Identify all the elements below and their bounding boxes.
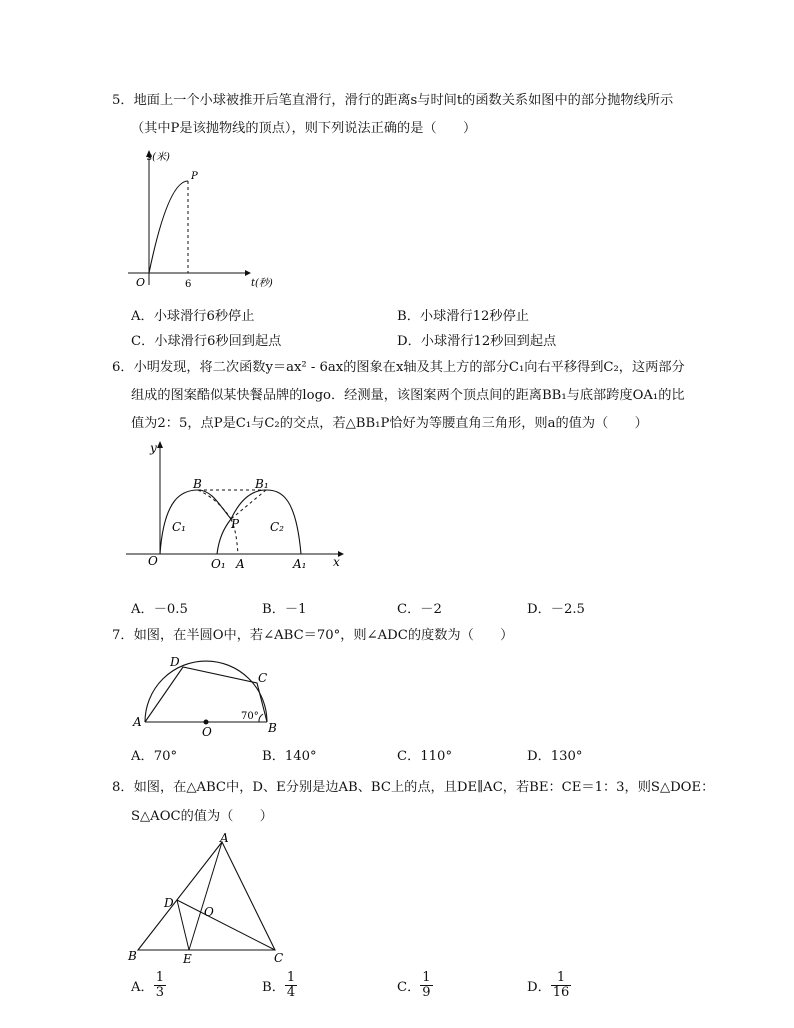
q7-option-c[interactable]: C．110° — [397, 749, 453, 764]
q7-stem-line1: 7．如图，在半圆O中，若∠ABC＝70°，则∠ADC的度数为（ ） — [112, 628, 514, 643]
q6-y-arrow — [157, 441, 163, 448]
q8-option-c-fraction — [420, 971, 432, 1000]
q7-label-d: D — [170, 655, 180, 669]
q5-option-c[interactable]: C．小球滑行6秒回到起点 — [131, 334, 282, 349]
q8-option-b-label: B． — [262, 980, 285, 995]
q6-segment-b1p — [231, 490, 266, 519]
q8-option-d-label: D． — [527, 980, 551, 995]
q6-figure — [120, 438, 360, 578]
q7-angle-label: 70° — [241, 711, 259, 722]
q8-option-d[interactable] — [527, 971, 571, 1000]
q6-label-a: A — [236, 557, 245, 571]
q8-option-b-fraction — [285, 971, 297, 1000]
q8-label-e: E — [183, 952, 192, 966]
q7-center-dot — [204, 720, 209, 725]
q8-option-c-num: 1 — [422, 970, 431, 985]
q5-vertex-label: P — [191, 171, 198, 182]
q5-tick-label: 6 — [185, 279, 192, 290]
q8-label-c: C — [274, 951, 284, 965]
q8-label-b: B — [128, 949, 137, 963]
q8-option-b-den: 4 — [286, 985, 296, 1000]
q8-option-c-label: C． — [397, 980, 421, 995]
q6-stem-line1: 6．小明发现，将二次函数y＝ax² - 6ax的图象在x轴及其上方的部分C₁向右平移得到C₂，这两部分 — [112, 360, 685, 375]
q5-x-label: t(秒) — [251, 278, 273, 289]
q8-triangle-abc — [138, 842, 275, 950]
q7-label-o: O — [202, 725, 212, 739]
q6-label-c2: C₂ — [270, 520, 284, 534]
q8-option-c[interactable] — [397, 971, 433, 1000]
q6-label-y: y — [150, 441, 157, 455]
q8-option-d-fraction — [551, 971, 572, 1000]
q8-segment-ae — [189, 842, 222, 950]
q8-stem-line1: 8．如图，在△ABC中，D、E分别是边AB、BC上的点，且DE∥AC，若BE：CE＝1：3，则S△DOE： — [112, 780, 715, 795]
q5-x-arrow — [245, 270, 251, 276]
q8-option-b-num: 1 — [286, 970, 296, 985]
q6-stem-line2: 组成的图案酷似某快餐品牌的logo．经测量，该图案两个顶点间的距离BB₁与底部跨度OA₁的比 — [131, 388, 685, 403]
q8-option-a-num: 1 — [155, 970, 164, 985]
q8-label-a: A — [220, 831, 229, 845]
q8-segment-de — [177, 900, 189, 950]
q8-option-a[interactable] — [131, 971, 166, 1000]
q5-stem-line2: （其中P是该抛物线的顶点），则下列说法正确的是（ ） — [131, 121, 477, 136]
q8-stem-line2: S△AOC的值为（ ） — [131, 809, 273, 824]
q5-origin-label: O — [136, 276, 146, 289]
q8-option-d-num: 1 — [551, 971, 572, 986]
q6-option-c[interactable]: C．－2 — [397, 602, 442, 617]
q6-label-o: O — [148, 554, 158, 568]
q5-option-a[interactable]: A．小球滑行6秒停止 — [131, 309, 255, 324]
q7-option-b[interactable]: B．140° — [262, 749, 317, 764]
q8-label-o: O — [204, 905, 214, 919]
q6-label-p: P — [231, 517, 240, 531]
q8-option-d-den: 16 — [552, 985, 570, 1000]
q6-curve-c2 — [217, 490, 301, 554]
q8-option-a-fraction — [154, 971, 166, 1000]
q8-figure — [122, 830, 302, 970]
q7-figure — [125, 650, 290, 740]
q8-option-a-label: A． — [131, 980, 154, 995]
q7-label-a: A — [133, 715, 142, 729]
q5-figure — [120, 145, 290, 295]
q5-y-label: s(米) — [147, 152, 170, 163]
q6-label-b: B — [193, 477, 202, 491]
q8-label-d: D — [164, 896, 174, 910]
q5-option-d[interactable]: D．小球滑行12秒回到起点 — [397, 334, 557, 349]
q6-option-b[interactable]: B．－1 — [262, 602, 307, 617]
q5-parabola — [149, 181, 188, 273]
q7-label-c: C — [258, 671, 268, 685]
q7-label-b: B — [268, 721, 277, 735]
q5-stem-line1: 5．地面上一个小球被推开后笔直滑行，滑行的距离s与时间t的函数关系如图中的部分抛物线所示 — [112, 93, 674, 108]
q6-label-o1: O₁ — [211, 557, 226, 571]
q6-curve-c2-dashed — [198, 490, 231, 519]
q6-label-a1: A₁ — [293, 557, 307, 571]
q6-option-a[interactable]: A．－0.5 — [131, 602, 188, 617]
q6-stem-line3: 值为2：5，点P是C₁与C₂的交点，若△BB₁P恰好为等腰直角三角形，则a的值为（ ） — [131, 416, 648, 431]
q7-option-a[interactable]: A．70° — [131, 749, 178, 764]
q6-label-c1: C₁ — [172, 520, 186, 534]
q8-option-a-den: 3 — [155, 985, 164, 1000]
q7-option-d[interactable]: D．130° — [527, 749, 583, 764]
q6-curve-c1 — [160, 490, 231, 554]
q6-option-d[interactable]: D．－2.5 — [527, 602, 585, 617]
q5-option-b[interactable]: B．小球滑行12秒停止 — [397, 309, 529, 324]
q6-label-b1: B₁ — [255, 477, 269, 491]
q7-angle-arc — [259, 714, 263, 722]
q6-label-x: x — [333, 555, 340, 569]
q8-option-c-den: 9 — [422, 985, 431, 1000]
q8-option-b[interactable] — [262, 971, 297, 1000]
